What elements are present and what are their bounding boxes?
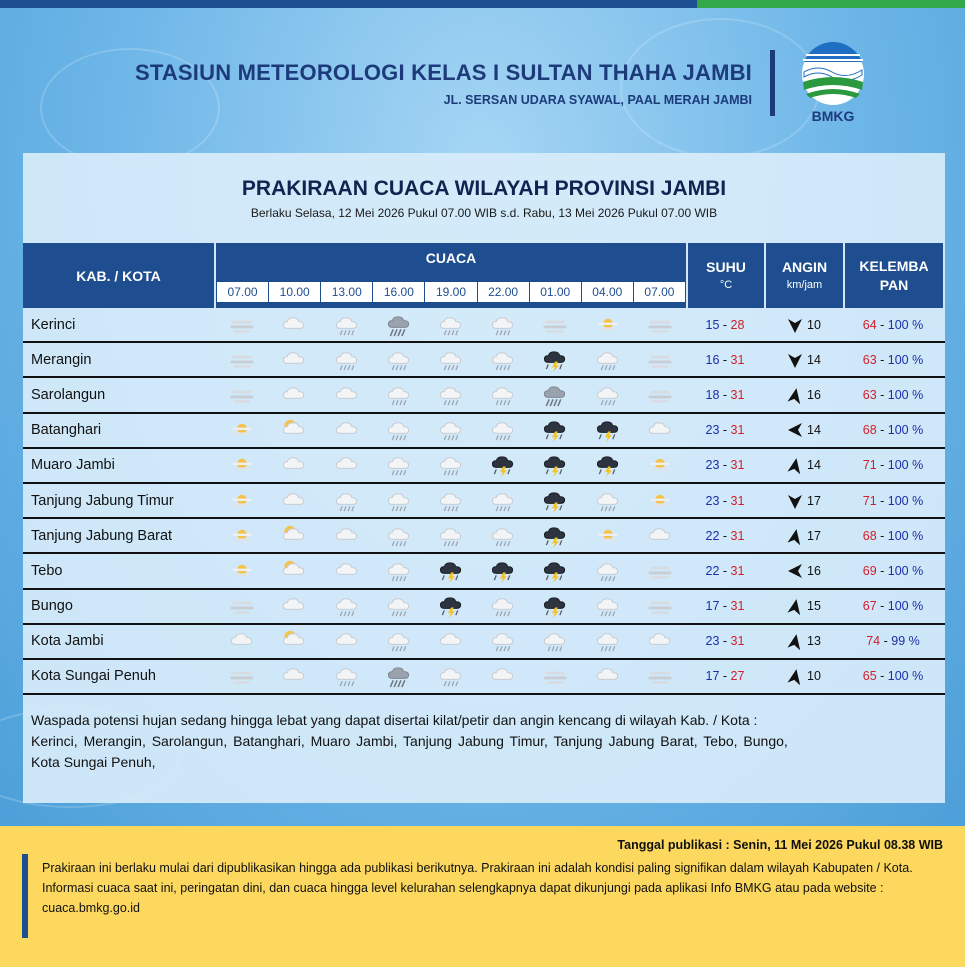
table-row [23, 519, 945, 554]
region-name: Kerinci [31, 316, 76, 333]
rain-icon [477, 414, 529, 447]
footer-accent-bar [22, 854, 28, 938]
thunder-icon [477, 554, 529, 587]
humidity-min: 69 [862, 563, 877, 578]
region-name: Sarolangun [31, 386, 106, 403]
thunder-icon [529, 519, 581, 552]
rain-icon [425, 484, 477, 517]
humidity-range: 69 - 100 % [862, 563, 924, 578]
temp-max: 31 [730, 634, 745, 649]
temperature-range: 15 - 28 [705, 317, 745, 332]
table-row [23, 554, 945, 589]
rain-icon [477, 308, 529, 341]
time-slots-row [216, 281, 686, 303]
thunder-icon [529, 484, 581, 517]
wind-direction-arrow-icon [786, 562, 804, 580]
temperature-range: 17 - 27 [705, 669, 745, 684]
haze-sun-icon [216, 484, 268, 517]
cloud-icon [268, 484, 320, 517]
humidity-range: 67 - 100 % [862, 599, 924, 614]
forecast-validity: Berlaku Selasa, 12 Mei 2026 Pukul 07.00 WIB s.d. Rabu, 13 Mei 2026 Pukul 07.00 WIB [250, 206, 718, 220]
wind-speed: 14 [807, 423, 821, 438]
region-name: Tebo [31, 562, 63, 579]
rain-icon [529, 625, 581, 658]
fog-icon [634, 343, 686, 376]
humidity-min: 71 [862, 458, 877, 473]
top-color-bar-green [697, 0, 965, 8]
humidity-max: 100 % [887, 528, 924, 543]
humidity-max: 100 % [887, 352, 924, 367]
time-slot: 19.00 [425, 282, 477, 302]
humidity-max: 100 % [887, 669, 924, 684]
wind [764, 492, 843, 510]
wind [764, 527, 843, 545]
weather-icons [216, 590, 686, 623]
rain-icon [320, 484, 372, 517]
cloud-icon [268, 449, 320, 482]
heavy-rain-icon [529, 378, 581, 411]
wind-direction-arrow-icon [786, 386, 804, 404]
region-name: Kota Jambi [31, 633, 104, 650]
temperature-range: 23 - 31 [705, 493, 745, 508]
heavy-rain-icon [373, 660, 425, 693]
rain-icon [425, 660, 477, 693]
rain-icon [582, 378, 634, 411]
temp-min: 23 [705, 634, 720, 649]
humidity-range: 71 - 100 % [862, 458, 924, 473]
table-row [23, 625, 945, 660]
cloud-icon [268, 308, 320, 341]
cloud-icon [425, 625, 477, 658]
thunder-icon [529, 414, 581, 447]
top-color-bar [0, 0, 965, 8]
thunder-icon [425, 590, 477, 623]
fog-icon [634, 590, 686, 623]
rain-icon [320, 308, 372, 341]
rain-icon [477, 343, 529, 376]
humidity-range: 71 - 100 % [862, 493, 924, 508]
humidity-range: 65 - 100 % [862, 669, 924, 684]
kelembapan-label [845, 257, 943, 295]
cloud-icon [582, 660, 634, 693]
table-row [23, 378, 945, 413]
cuaca-label: CUACA [425, 250, 477, 266]
fog-icon [216, 308, 268, 341]
rain-icon [373, 343, 425, 376]
fog-icon [634, 660, 686, 693]
temperature-range: 23 - 31 [705, 423, 745, 438]
temp-min: 23 [705, 493, 720, 508]
humidity-max: 100 % [887, 599, 924, 614]
haze-sun-icon [216, 519, 268, 552]
temp-min: 17 [705, 599, 720, 614]
thunder-icon [425, 554, 477, 587]
temperature-range: 22 - 31 [705, 528, 745, 543]
table-row [23, 590, 945, 625]
temp-min: 23 [705, 458, 720, 473]
wind-speed: 10 [807, 669, 821, 684]
time-slot: 01.00 [530, 282, 582, 302]
temp-max: 31 [730, 493, 745, 508]
time-slot: 22.00 [478, 282, 530, 302]
table-row [23, 308, 945, 343]
wind-speed: 17 [807, 493, 821, 508]
haze-sun-icon [216, 414, 268, 447]
rain-icon [373, 554, 425, 587]
rain-icon [425, 378, 477, 411]
haze-sun-icon [216, 449, 268, 482]
angin-unit: km/jam [786, 279, 823, 291]
rain-icon [582, 625, 634, 658]
warning-regions: Kerinci, Merangin, Sarolangun, Batanghari, Muaro Jambi, Tanjung Jabung Timur, Tanjung Jabung Barat, Tebo, Bungo, [31, 733, 788, 749]
fog-icon [634, 308, 686, 341]
wind [764, 597, 843, 615]
temp-max: 31 [730, 528, 745, 543]
wind [764, 562, 843, 580]
humidity-min: 63 [862, 352, 877, 367]
weather-icons [216, 414, 686, 447]
kelembapan-label-line1: KELEMBA [859, 258, 929, 274]
humidity-max: 100 % [887, 458, 924, 473]
rain-icon [320, 343, 372, 376]
column-header-suhu [688, 243, 764, 308]
heavy-rain-icon [373, 308, 425, 341]
cloud-icon [268, 590, 320, 623]
cloud-icon [320, 519, 372, 552]
humidity-max: 99 % [891, 634, 920, 649]
temp-max: 31 [730, 458, 745, 473]
weather-icons [216, 484, 686, 517]
rain-icon [477, 378, 529, 411]
rain-icon [425, 308, 477, 341]
rain-icon [425, 449, 477, 482]
rain-icon [320, 590, 372, 623]
temperature-range: 17 - 31 [705, 599, 745, 614]
thunder-icon [529, 590, 581, 623]
wind-speed: 13 [807, 634, 821, 649]
wind-direction-arrow-icon [786, 351, 804, 369]
fog-icon [634, 378, 686, 411]
humidity-min: 68 [862, 423, 877, 438]
wind [764, 421, 843, 439]
region-name: Merangin [31, 351, 92, 368]
wind-speed: 16 [807, 563, 821, 578]
temp-min: 23 [705, 423, 720, 438]
rain-icon [582, 590, 634, 623]
temp-min: 22 [705, 528, 720, 543]
temp-max: 31 [730, 599, 745, 614]
time-slot: 07.00 [217, 282, 269, 302]
humidity-range: 64 - 100 % [862, 317, 924, 332]
temp-max: 28 [730, 317, 745, 332]
temp-min: 18 [705, 387, 720, 402]
forecast-title: PRAKIRAAN CUACA WILAYAH PROVINSI JAMBI [241, 177, 727, 200]
fog-icon [529, 308, 581, 341]
station-address: JL. SERSAN UDARA SYAWAL, PAAL MERAH JAMBI [443, 93, 752, 107]
thunder-icon [529, 343, 581, 376]
rain-icon [477, 519, 529, 552]
weather-icons [216, 519, 686, 552]
humidity-max: 100 % [887, 423, 924, 438]
rain-icon [373, 484, 425, 517]
cloud-icon [634, 414, 686, 447]
humidity-min: 74 [866, 634, 881, 649]
haze-sun-icon [582, 308, 634, 341]
footer-note: Prakiraan ini berlaku mulai dari dipublikasikan hingga ada publikasi berikutnya. Prakiraan ini adalah kondisi paling signifikan dalam wilayah Kabupaten / Kota. Informasi cuaca saat ini, peringatan dini, dan cuaca hingga level kelurahan selengkapnya dapat dikunjungi pada aplikasi Info BMKG atau pada website : cuaca.bmkg.go.id [42, 861, 913, 915]
time-slot: 16.00 [373, 282, 425, 302]
wind [764, 351, 843, 369]
rain-icon [373, 414, 425, 447]
wind-direction-arrow-icon [786, 316, 804, 334]
column-header-kab-kota: KAB. / KOTA [23, 243, 214, 308]
wind-speed: 17 [807, 528, 821, 543]
bg-swirl [620, 18, 820, 158]
fog-icon [216, 590, 268, 623]
cloud-icon [320, 554, 372, 587]
wind-speed: 15 [807, 599, 821, 614]
cloud-icon [268, 343, 320, 376]
wind-speed: 16 [807, 387, 821, 402]
wind-direction-arrow-icon [786, 667, 804, 685]
cloud-icon [320, 625, 372, 658]
humidity-range: 63 - 100 % [862, 352, 924, 367]
humidity-min: 68 [862, 528, 877, 543]
wind [764, 316, 843, 334]
cloud-icon [634, 625, 686, 658]
humidity-min: 67 [862, 599, 877, 614]
thunder-icon [477, 449, 529, 482]
header-divider [770, 50, 775, 116]
weather-icons [216, 343, 686, 376]
partly-cloudy-icon [268, 414, 320, 447]
table-row [23, 449, 945, 484]
time-slot: 13.00 [321, 282, 373, 302]
cloud-icon [268, 660, 320, 693]
fog-icon [216, 343, 268, 376]
temperature-range: 23 - 31 [705, 458, 745, 473]
wind-speed: 14 [807, 458, 821, 473]
weather-icons [216, 308, 686, 341]
warning-text [31, 710, 931, 773]
wind-direction-arrow-icon [786, 597, 804, 615]
rain-icon [425, 414, 477, 447]
humidity-range: 68 - 100 % [862, 528, 924, 543]
cloud-icon [216, 625, 268, 658]
thunder-icon [529, 554, 581, 587]
temperature-range: 18 - 31 [705, 387, 745, 402]
rain-icon [477, 484, 529, 517]
suhu-unit: °C [719, 279, 733, 291]
region-name: Tanjung Jabung Barat [31, 527, 173, 544]
temp-min: 17 [705, 669, 720, 684]
rain-icon [582, 554, 634, 587]
rain-icon [373, 519, 425, 552]
fog-icon [216, 378, 268, 411]
rain-icon [373, 625, 425, 658]
humidity-min: 63 [862, 387, 877, 402]
thunder-icon [529, 449, 581, 482]
humidity-range: 74 - 99 % [866, 634, 920, 649]
weather-icons [216, 449, 686, 482]
wind [764, 632, 843, 650]
fog-icon [634, 554, 686, 587]
thunder-icon [582, 449, 634, 482]
publication-date: Tanggal publikasi : Senin, 11 Mei 2026 Pukul 08.38 WIB [617, 838, 943, 852]
region-name: Bungo [31, 598, 73, 615]
footer [0, 826, 965, 967]
rain-icon [477, 625, 529, 658]
humidity-range: 63 - 100 % [862, 387, 924, 402]
wind [764, 386, 843, 404]
partly-cloudy-icon [268, 519, 320, 552]
temperature-range: 22 - 31 [705, 563, 745, 578]
column-header-kelembapan [845, 243, 943, 308]
humidity-range: 68 - 100 % [862, 423, 924, 438]
weather-icons [216, 378, 686, 411]
haze-sun-icon [582, 519, 634, 552]
cloud-icon [634, 519, 686, 552]
rain-icon [320, 660, 372, 693]
temp-min: 15 [705, 317, 720, 332]
humidity-min: 71 [862, 493, 877, 508]
region-name: Kota Sungai Penuh [31, 668, 156, 685]
weather-icons [216, 660, 686, 693]
fog-icon [216, 660, 268, 693]
time-slot: 07.00 [644, 285, 675, 299]
cloud-icon [320, 378, 372, 411]
temp-max: 27 [730, 669, 745, 684]
rain-icon [373, 590, 425, 623]
wind [764, 456, 843, 474]
humidity-min: 64 [862, 317, 877, 332]
temp-min: 16 [705, 352, 720, 367]
temp-max: 31 [730, 563, 745, 578]
weather-icons [216, 625, 686, 658]
wind-direction-arrow-icon [786, 421, 804, 439]
temp-max: 31 [730, 387, 745, 402]
fog-icon [529, 660, 581, 693]
wind-speed: 10 [807, 317, 821, 332]
temperature-range: 23 - 31 [705, 634, 745, 649]
warning-regions-cont: Kota Sungai Penuh, [31, 754, 156, 770]
rain-icon [582, 343, 634, 376]
column-header-angin [766, 243, 843, 308]
region-name: Tanjung Jabung Timur [31, 492, 174, 509]
region-name: Muaro Jambi [31, 457, 115, 474]
cloud-icon [320, 449, 372, 482]
wind [764, 667, 843, 685]
forecast-table-body [23, 308, 945, 695]
kelembapan-label-line2: PAN [879, 277, 909, 293]
partly-cloudy-icon [268, 625, 320, 658]
weather-icons [216, 554, 686, 587]
haze-sun-icon [634, 449, 686, 482]
cloud-icon [477, 660, 529, 693]
suhu-label: SUHU [706, 259, 746, 275]
wind-direction-arrow-icon [786, 492, 804, 510]
humidity-max: 100 % [887, 317, 924, 332]
wind-direction-arrow-icon [786, 632, 804, 650]
temperature-range: 16 - 31 [705, 352, 745, 367]
warning-line: Waspada potensi hujan sedang hingga lebat yang dapat disertai kilat/petir dan angin kencang di wilayah Kab. / Kota : [31, 712, 758, 728]
column-header-cuaca [216, 243, 686, 308]
wind-direction-arrow-icon [786, 456, 804, 474]
table-row [23, 484, 945, 519]
cloud-icon [268, 378, 320, 411]
rain-icon [425, 343, 477, 376]
table-row [23, 414, 945, 449]
humidity-max: 100 % [887, 563, 924, 578]
humidity-min: 65 [862, 669, 877, 684]
rain-icon [373, 378, 425, 411]
table-row [23, 343, 945, 378]
rain-icon [582, 484, 634, 517]
table-row [23, 660, 945, 695]
rain-icon [477, 590, 529, 623]
temp-max: 31 [730, 352, 745, 367]
temp-min: 22 [705, 563, 720, 578]
station-title: STASIUN METEOROLOGI KELAS I SULTAN THAHA JAMBI [134, 60, 752, 85]
wind-direction-arrow-icon [786, 527, 804, 545]
temp-max: 31 [730, 423, 745, 438]
time-slot: 10.00 [269, 282, 321, 302]
rain-icon [373, 449, 425, 482]
partly-cloudy-icon [268, 554, 320, 587]
thunder-icon [582, 414, 634, 447]
region-name: Batanghari [31, 422, 102, 439]
cloud-icon [320, 414, 372, 447]
bmkg-logo-text: BMKG [811, 108, 855, 124]
haze-sun-icon [216, 554, 268, 587]
rain-icon [425, 519, 477, 552]
time-slot: 04.00 [582, 282, 634, 302]
wind-speed: 14 [807, 352, 821, 367]
haze-sun-icon [634, 484, 686, 517]
humidity-max: 100 % [887, 387, 924, 402]
humidity-max: 100 % [887, 493, 924, 508]
angin-label: ANGIN [781, 259, 828, 275]
